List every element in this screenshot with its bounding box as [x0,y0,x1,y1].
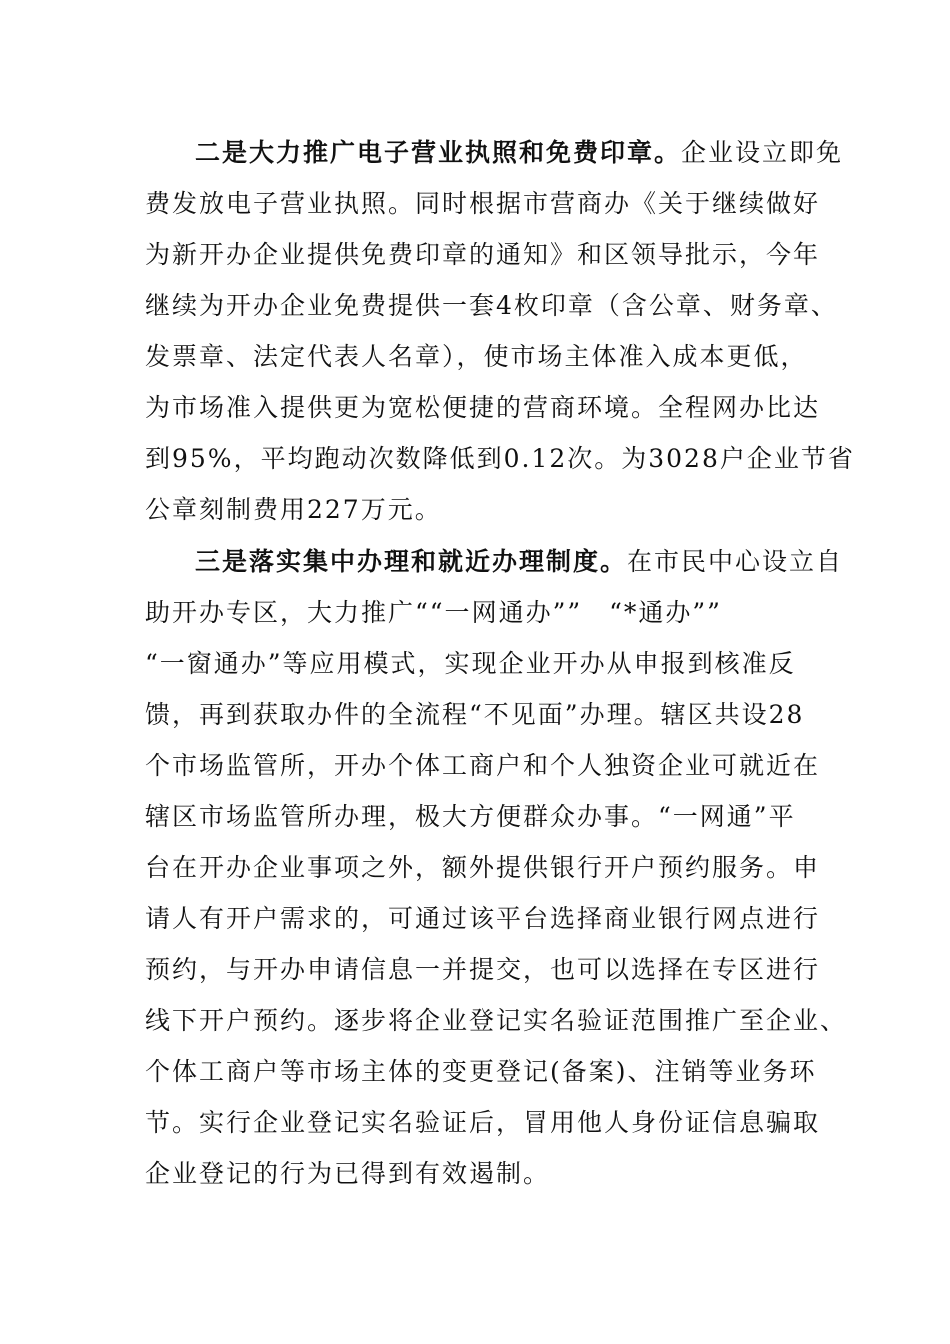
paragraph-line: 馈，再到获取办件的全流程“不见面”办理。辖区共设28 [145,700,805,729]
paragraph-line: 助开办专区，大力推广““一网通办”” “*通办”” [145,598,722,627]
paragraph-line: 辖区市场监管所办理，极大方便群众办事。“一网通”平 [145,802,796,831]
paragraph-first-line [145,127,844,178]
paragraph-lead-heading: 二是大力推广电子营业执照和免费印章。 [195,138,682,167]
paragraph-line: 在市民中心设立自 [627,547,844,576]
paragraph-line: 个体工商户等市场主体的变更登记(备案)、注销等业务环 [145,1057,817,1086]
paragraph-line: 公章刻制费用227万元。 [145,495,442,524]
paragraph-line: 费发放电子营业执照。同时根据市营商办《关于继续做好 [145,189,821,218]
paragraph-line: 到95%，平均跑动次数降低到0.12次。为3028户企业节省 [145,444,855,473]
paragraph-line: 线下开户预约。逐步将企业登记实名验证范围推广至企业、 [145,1006,848,1035]
paragraph-line: 为市场准入提供更为宽松便捷的营商环境。全程网办比达 [145,393,821,422]
paragraph-centralized-processing [145,536,848,1199]
paragraph-first-line [145,536,844,587]
paragraph-line: 企业登记的行为已得到有效遏制。 [145,1159,551,1188]
paragraph-line: 企业设立即免 [681,138,844,167]
paragraph-line: 预约，与开办申请信息一并提交，也可以选择在专区进行 [145,955,821,984]
paragraph-line: 个市场监管所，开办个体工商户和个人独资企业可就近在 [145,751,821,780]
paragraph-lead-heading: 三是落实集中办理和就近办理制度。 [195,547,628,576]
paragraph-line: “一窗通办”等应用模式，实现企业开办从申报到核准反 [145,649,796,678]
paragraph-line: 台在开办企业事项之外，额外提供银行开户预约服务。申 [145,853,821,882]
paragraph-line: 请人有开户需求的，可通过该平台选择商业银行网点进行 [145,904,821,933]
paragraph-line: 发票章、法定代表人名章），使市场主体准入成本更低， [145,342,808,371]
paragraph-line: 节。实行企业登记实名验证后，冒用他人身份证信息骗取 [145,1108,821,1137]
paragraph-seal-license [145,127,855,535]
paragraph-line: 为新开办企业提供免费印章的通知》和区领导批示，今年 [145,240,821,269]
paragraph-line: 继续为开办企业免费提供一套4枚印章（含公章、财务章、 [145,291,838,320]
